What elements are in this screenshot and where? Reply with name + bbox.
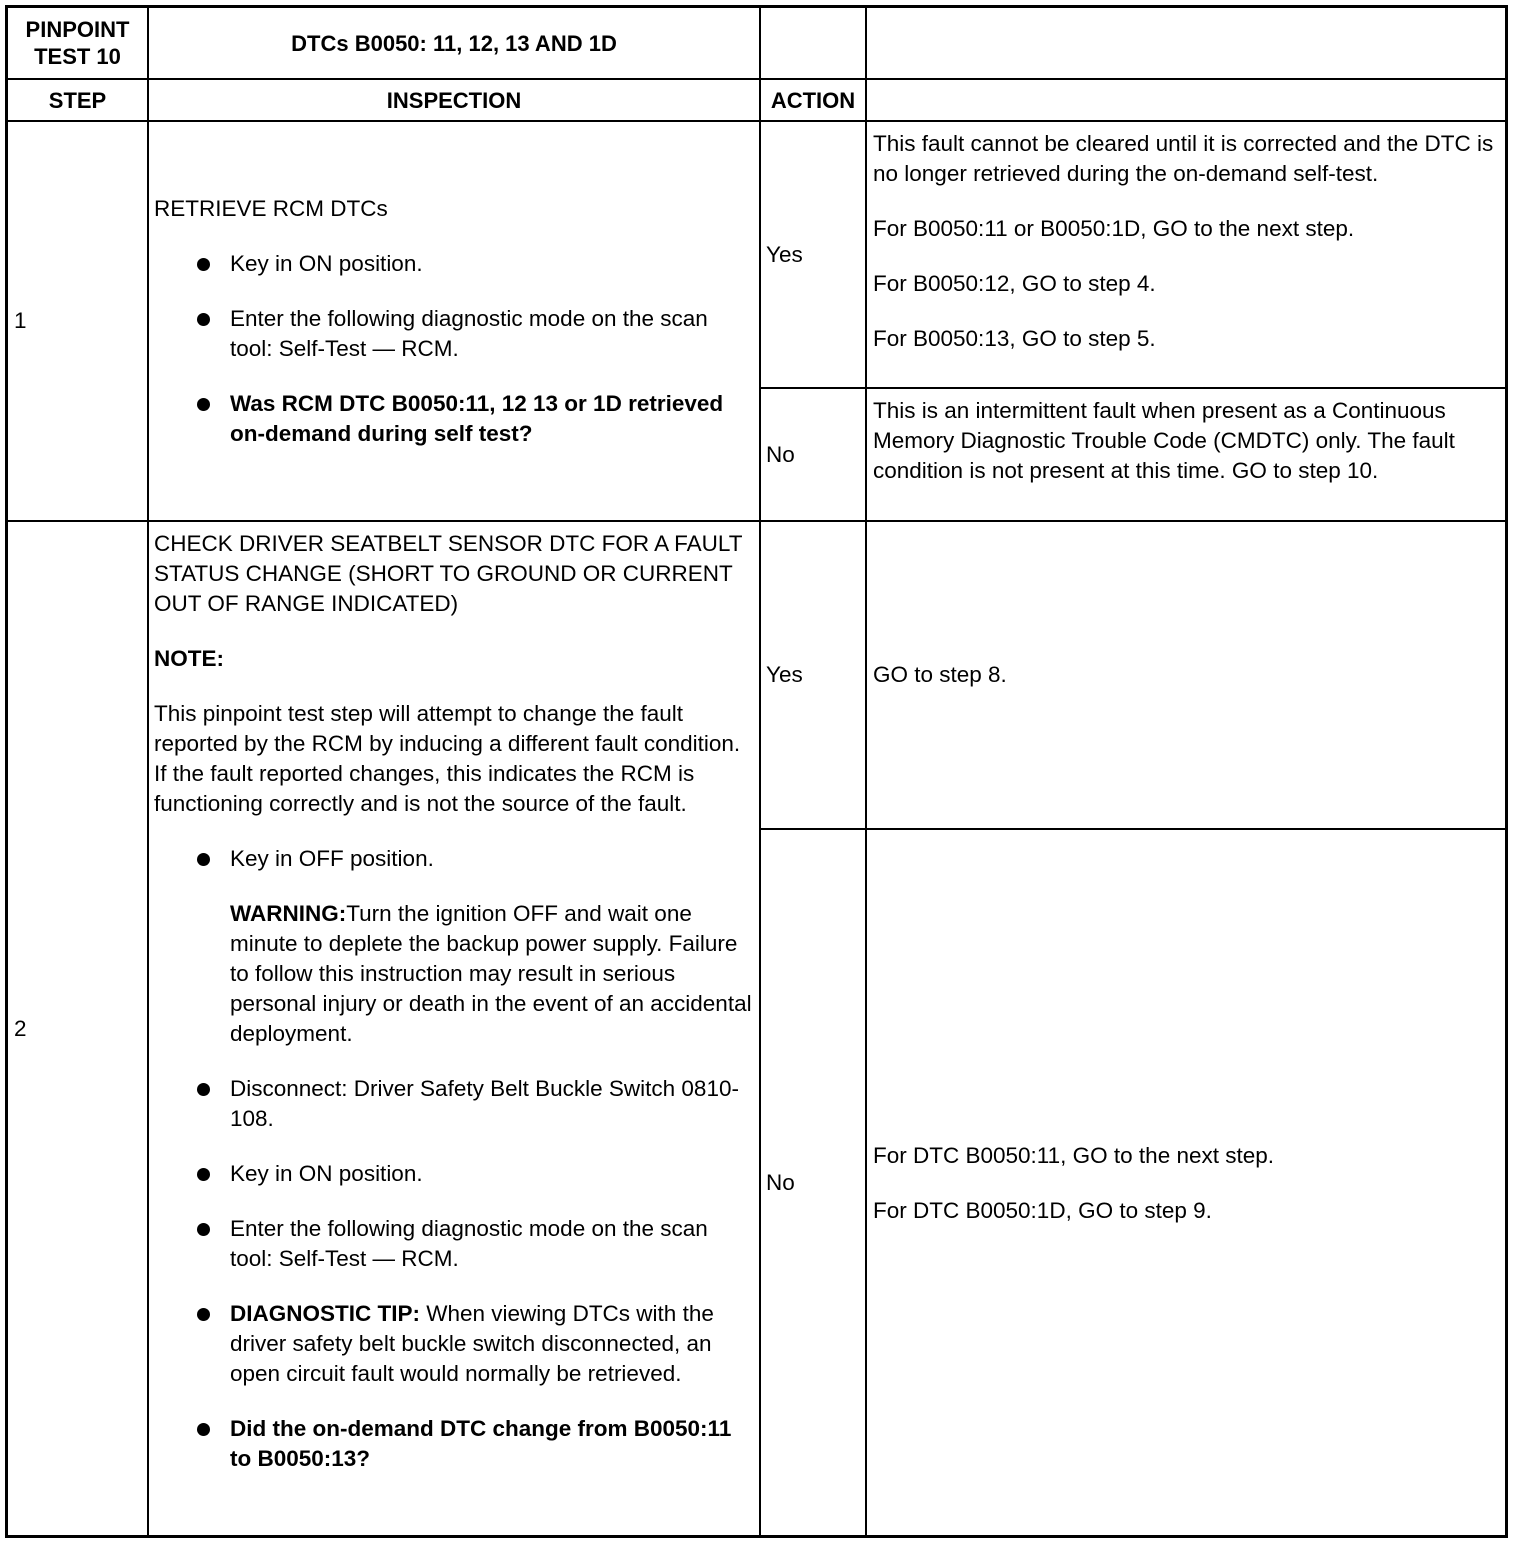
step-1-yes-text: Yes	[766, 241, 803, 267]
step-2-number: 2	[14, 1015, 27, 1041]
column-divider	[759, 8, 761, 1535]
step-2-bullet-disconnect: Disconnect: Driver Safety Belt Buckle Switch 0810-108.	[154, 1074, 754, 1134]
pinpoint-label-line2: TEST 10	[34, 44, 121, 69]
diagnostic-tip-label: DIAGNOSTIC TIP:	[230, 1301, 420, 1326]
step-2-yes-label	[766, 522, 862, 828]
column-header-inspection: INSPECTION	[386, 87, 522, 113]
step-2-no-text: No	[766, 1169, 795, 1195]
step-2-bullet-question: Did the on-demand DTC change from B0050:11 to B0050:13?	[154, 1414, 754, 1474]
column-header-step: STEP	[48, 87, 107, 113]
step-2-no-action	[873, 1141, 1503, 1226]
step-1-bullet-question: Was RCM DTC B0050:11, 12 13 or 1D retrieved on-demand during self test?	[154, 389, 754, 449]
step-1-no-text: No	[766, 441, 795, 467]
step-1-title: RETRIEVE RCM DTCs	[154, 196, 388, 221]
step-2-inspection	[154, 529, 754, 1474]
warning-text: Turn the ignition OFF and wait one minute to deplete the backup power supply. Failure to follow this instruction may result in serious personal injury or death in the event of an accidental deployment.	[230, 901, 752, 1046]
step-1-yes-label	[766, 122, 862, 387]
step-1-no-action: This is an intermittent fault when present as a Continuous Memory Diagnostic Trouble Code (CMDTC) only. The fault condition is not present at this time. GO to step 10.	[873, 398, 1455, 483]
step-2-bullet-key-on: Key in ON position.	[154, 1159, 754, 1189]
column-header-action: ACTION	[770, 87, 856, 113]
step-1-bullet-diagnostic-mode: Enter the following diagnostic mode on the scan tool: Self-Test — RCM.	[154, 304, 754, 364]
step-2-yes-action-text: GO to step 8.	[873, 662, 1007, 687]
step-1-bullet-key-on: Key in ON position.	[154, 249, 754, 279]
dtc-title: DTCs B0050: 11, 12, 13 AND 1D	[291, 30, 617, 56]
step-1-no-label	[766, 389, 862, 520]
step-2-title: CHECK DRIVER SEATBELT SENSOR DTC FOR A FAULT STATUS CHANGE (SHORT TO GROUND OR CURRENT OUT OF RANGE INDICATED)	[154, 531, 743, 616]
step-2-note-label: NOTE:	[154, 646, 224, 671]
step-1-inspection	[154, 194, 754, 449]
row-divider	[8, 120, 1505, 122]
row-divider	[759, 828, 1505, 830]
step-2-warning	[154, 899, 754, 1049]
step-1-yes-line-4: For B0050:13, GO to step 5.	[873, 326, 1156, 351]
step-2-no-line-2: For DTC B0050:1D, GO to step 9.	[873, 1198, 1212, 1223]
step-1-number: 1	[14, 308, 27, 333]
row-divider	[759, 387, 1505, 389]
step-2-bullet-diagnostic-tip	[154, 1299, 754, 1389]
column-divider	[147, 8, 149, 1535]
step-1-yes-line-3: For B0050:12, GO to step 4.	[873, 271, 1156, 296]
step-2-yes-action	[873, 522, 1503, 828]
step-1-yes-action	[873, 129, 1503, 354]
diagnostic-tip-text: When viewing DTCs with the driver safety belt buckle switch disconnected, an open circuit fault would normally be retrieved.	[230, 1301, 714, 1386]
step-number-1	[14, 122, 144, 520]
step-1-yes-line-2: For B0050:11 or B0050:1D, GO to the next step.	[873, 216, 1355, 241]
step-2-no-line-1: For DTC B0050:11, GO to the next step.	[873, 1143, 1275, 1168]
step-2-bullet-diagnostic-mode: Enter the following diagnostic mode on the scan tool: Self-Test — RCM.	[154, 1214, 754, 1274]
step-2-no-label	[766, 830, 862, 1535]
step-number-2	[14, 522, 144, 1535]
step-2-bullet-key-off: Key in OFF position.	[154, 844, 754, 874]
step-2-yes-text: Yes	[766, 662, 803, 687]
pinpoint-test-label	[8, 8, 147, 78]
warning-label: WARNING:	[230, 901, 347, 926]
step-1-yes-line-1: This fault cannot be cleared until it is corrected and the DTC is no longer retrieved during the on-demand self-test.	[873, 131, 1494, 186]
pinpoint-test-table	[5, 5, 1508, 1538]
pinpoint-label-line1: PINPOINT	[25, 17, 130, 42]
column-divider	[865, 8, 867, 1535]
step-2-note-text: This pinpoint test step will attempt to change the fault reported by the RCM by inducing a different fault condition. If the fault reported changes, this indicates the RCM is functioning correctly and is not the source of the fault.	[154, 701, 741, 816]
